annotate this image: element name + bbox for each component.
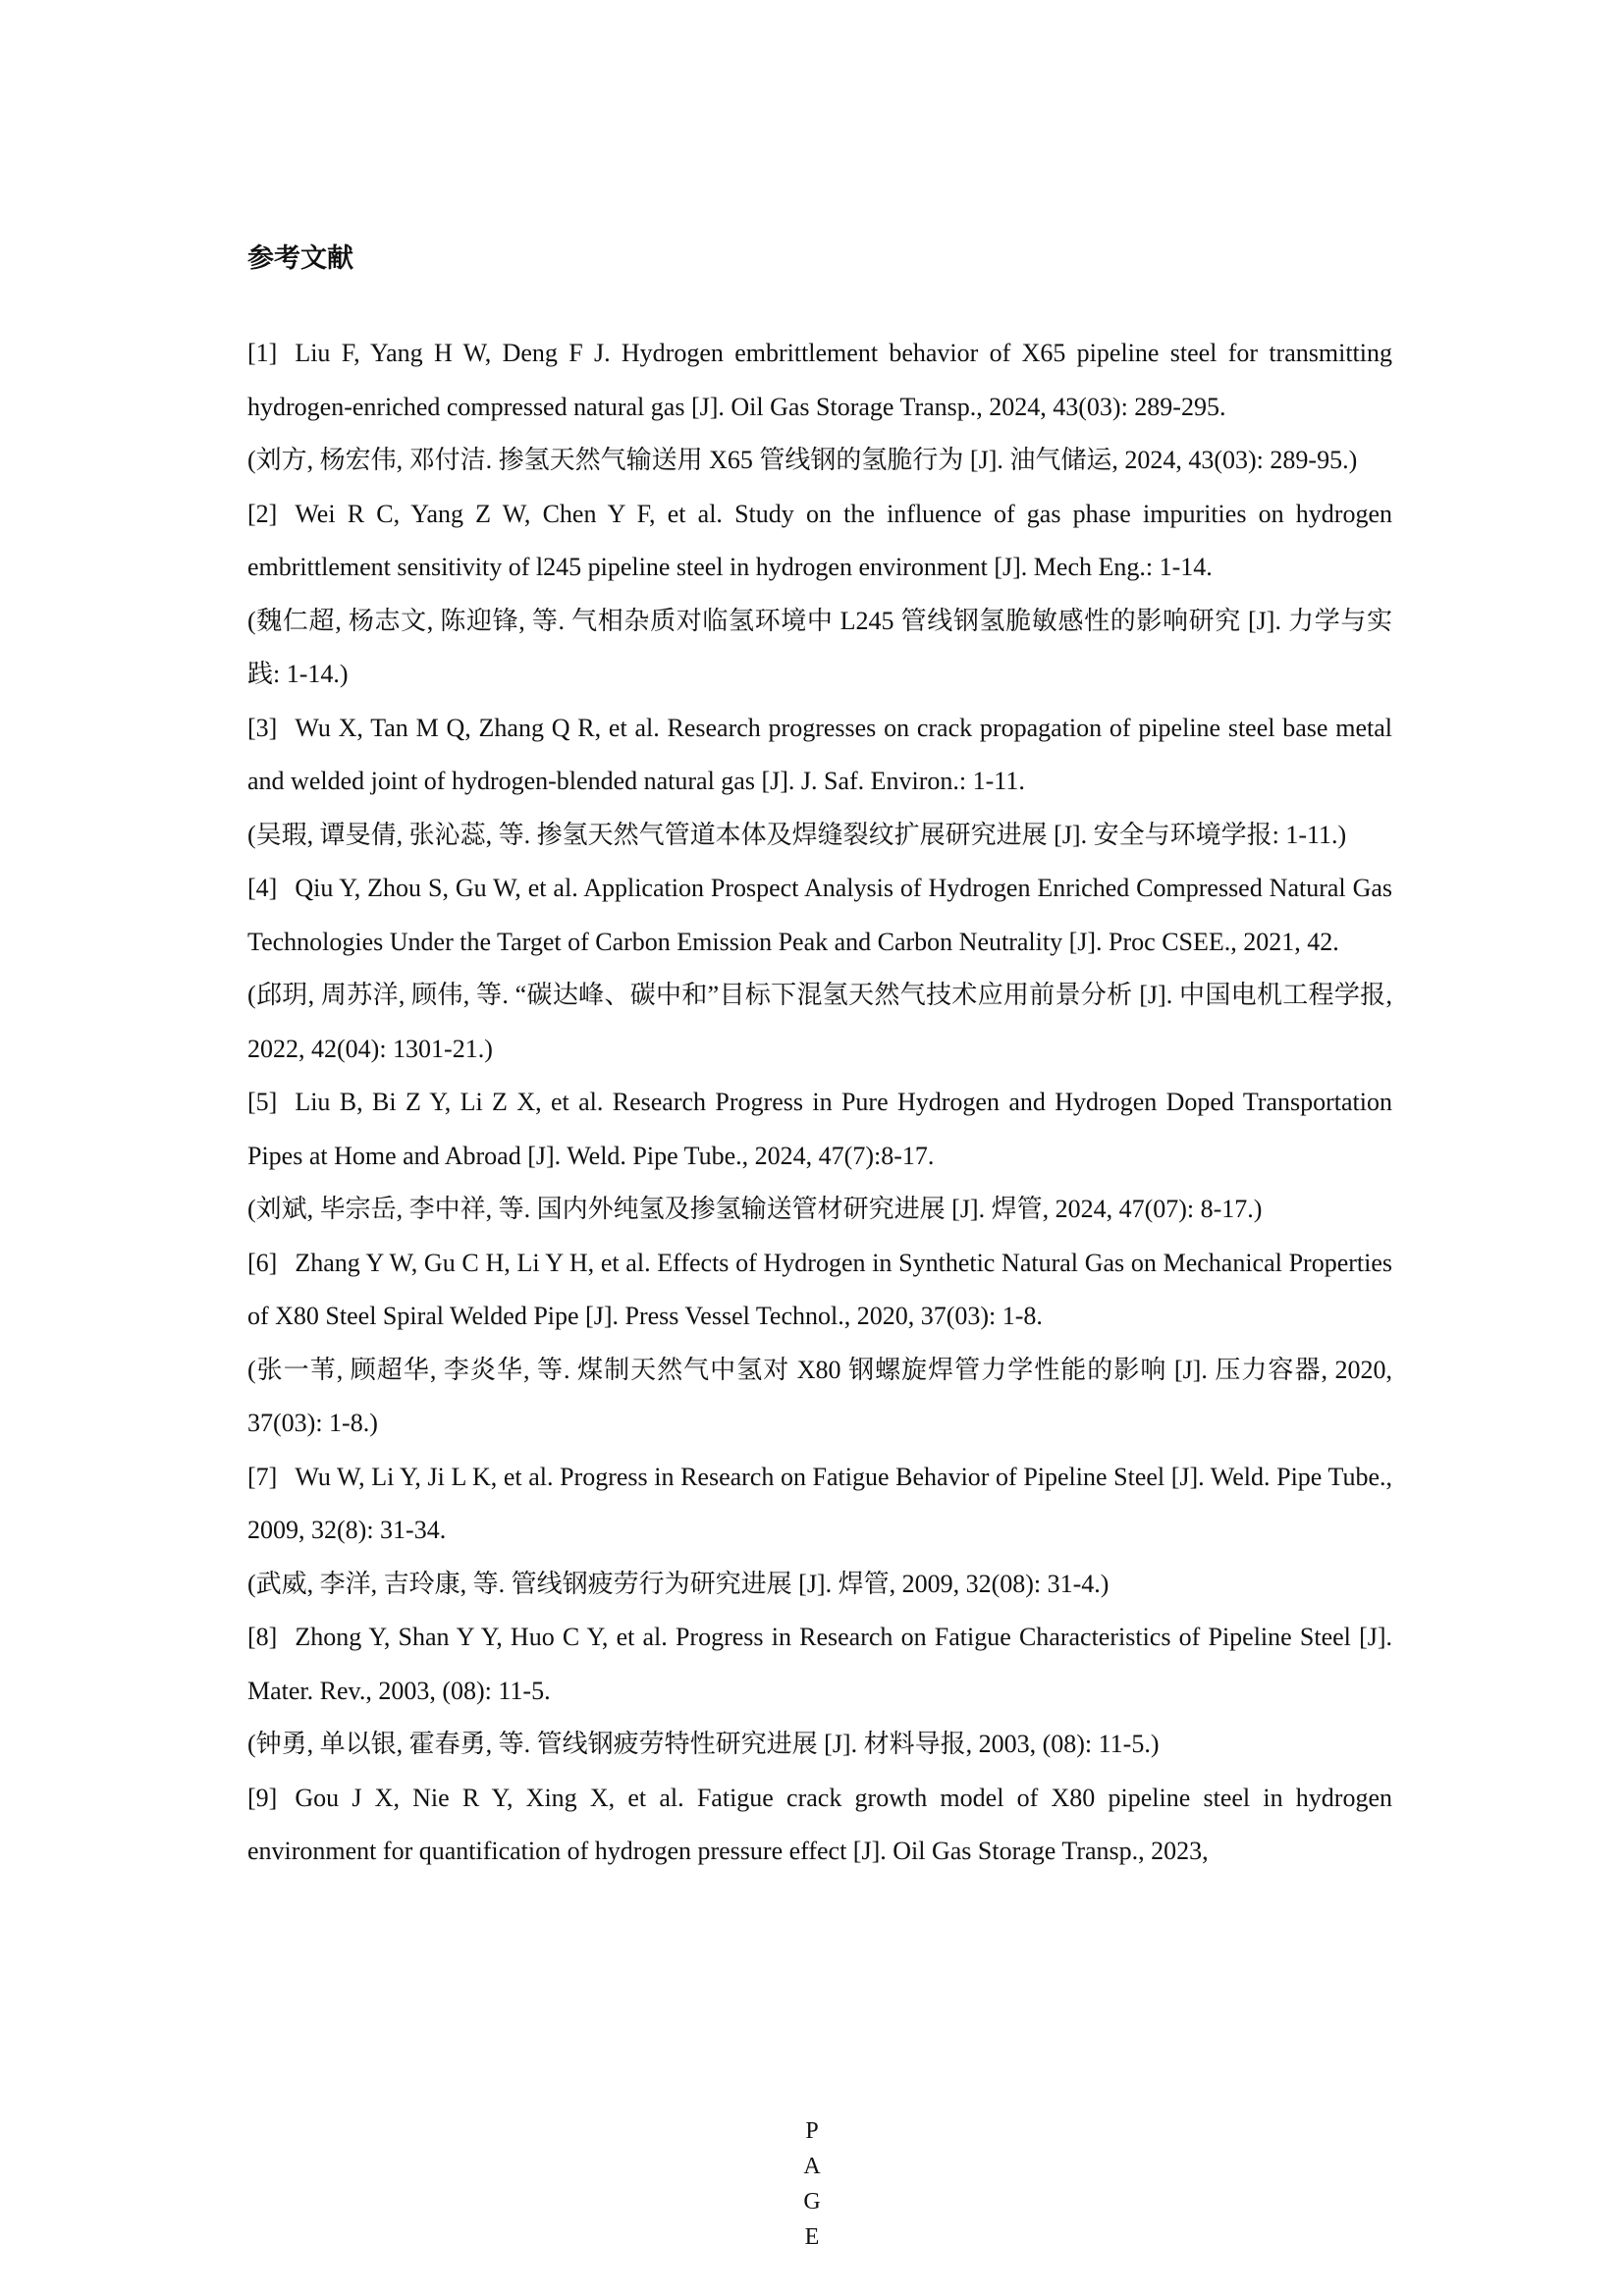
reference-number: [3] [247,713,278,742]
reference-chinese: (魏仁超, 杨志文, 陈迎锋, 等. 气相杂质对临氢环境中 L245 管线钢氢脆敏感性的影响研究 [J]. 力学与实践: 1-14.) [247,606,1392,688]
reference-chinese: (武威, 李洋, 吉玲康, 等. 管线钢疲劳行为研究进展 [J]. 焊管, 2009, 32(08): 31-4.) [247,1569,1110,1598]
reference-number: [1] [247,339,278,367]
footer-letter: P [805,2118,819,2144]
reference-item [247,1611,1392,1772]
reference-english: Wei R C, Yang Z W, Chen Y F, et al. Study on the influence of gas phase impurities on hydrogen embrittlement sensitivity of l245 pipeline steel in hydrogen environment [J]. Mech Eng.: 1-14. [247,499,1392,581]
reference-number: [6] [247,1248,278,1277]
reference-item [247,1076,1392,1237]
reference-english: Wu W, Li Y, Ji L K, et al. Progress in Research on Fatigue Behavior of Pipeline Steel [J]. Weld. Pipe Tube., 2009, 32(8): 31-34. [247,1462,1392,1544]
reference-chinese: (吴瑕, 谭旻倩, 张沁蕊, 等. 掺氢天然气管道本体及焊缝裂纹扩展研究进展 [J]. 安全与环境学报: 1-11.) [247,820,1347,849]
references-heading: 参考文献 [247,243,353,274]
reference-english: Wu X, Tan M Q, Zhang Q R, et al. Research progresses on crack propagation of pipeline steel base metal and welded joint of hydrogen-blended natural gas [J]. J. Saf. Environ.: 1-11. [247,713,1392,795]
reference-english: Liu B, Bi Z Y, Li Z X, et al. Research Progress in Pure Hydrogen and Hydrogen Doped Transportation Pipes at Home and Abroad [J]. Weld. Pipe Tube., 2024, 47(7):8-17. [247,1088,1392,1170]
reference-list [247,327,1392,1879]
page-footer [0,2113,1624,2255]
footer-letter: E [804,2224,820,2250]
reference-item [247,1451,1392,1612]
footer-letter: A [803,2154,821,2179]
reference-number: [7] [247,1462,278,1491]
reference-english: Qiu Y, Zhou S, Gu W, et al. Application Prospect Analysis of Hydrogen Enriched Compressed Natural Gas Technologies Under the Target of Carbon Emission Peak and Carbon Neutrality [J]. Proc CSEE., 2021, 42. [247,874,1392,956]
footer-letter: G [803,2189,821,2215]
reference-chinese: (刘斌, 毕宗岳, 李中祥, 等. 国内外纯氢及掺氢输送管材研究进展 [J]. 焊管, 2024, 47(07): 8-17.) [247,1195,1263,1223]
reference-item [247,1237,1392,1451]
reference-item [247,488,1392,702]
reference-item [247,1772,1392,1879]
reference-english: Zhang Y W, Gu C H, Li Y H, et al. Effects of Hydrogen in Synthetic Natural Gas on Mechanical Properties of X80 Steel Spiral Welded Pipe [J]. Press Vessel Technol., 2020, 37(03): 1-8. [247,1248,1392,1330]
reference-number: [5] [247,1088,278,1116]
reference-chinese: (钟勇, 单以银, 霍春勇, 等. 管线钢疲劳特性研究进展 [J]. 材料导报, 2003, (08): 11-5.) [247,1730,1160,1758]
reference-english: Zhong Y, Shan Y Y, Huo C Y, et al. Progress in Research on Fatigue Characteristics of Pipeline Steel [J]. Mater. Rev., 2003, (08): 11-5. [247,1623,1392,1705]
reference-english: Gou J X, Nie R Y, Xing X, et al. Fatigue crack growth model of X80 pipeline steel in hydrogen environment for quantification of hydrogen pressure effect [J]. Oil Gas Storage Transp., 2023, [247,1783,1392,1865]
reference-number: [2] [247,499,278,528]
reference-number: [9] [247,1783,278,1812]
reference-number: [4] [247,874,278,902]
reference-chinese: (刘方, 杨宏伟, 邓付洁. 掺氢天然气输送用 X65 管线钢的氢脆行为 [J]. 油气储运, 2024, 43(03): 289-95.) [247,446,1358,474]
reference-item [247,327,1392,488]
reference-number: [8] [247,1623,278,1651]
reference-chinese: (邱玥, 周苏洋, 顾伟, 等. “碳达峰、碳中和”目标下混氢天然气技术应用前景分析 [J]. 中国电机工程学报, 2022, 42(04): 1301-21.) [247,981,1392,1063]
reference-english: Liu F, Yang H W, Deng F J. Hydrogen embrittlement behavior of X65 pipeline steel for transmitting hydrogen-enriched compressed natural gas [J]. Oil Gas Storage Transp., 2024, 43(03): 289-295. [247,339,1392,421]
reference-chinese: (张一苇, 顾超华, 李炎华, 等. 煤制天然气中氢对 X80 钢螺旋焊管力学性能的影响 [J]. 压力容器, 2020, 37(03): 1-8.) [247,1355,1392,1437]
reference-item [247,702,1392,863]
reference-item [247,862,1392,1076]
